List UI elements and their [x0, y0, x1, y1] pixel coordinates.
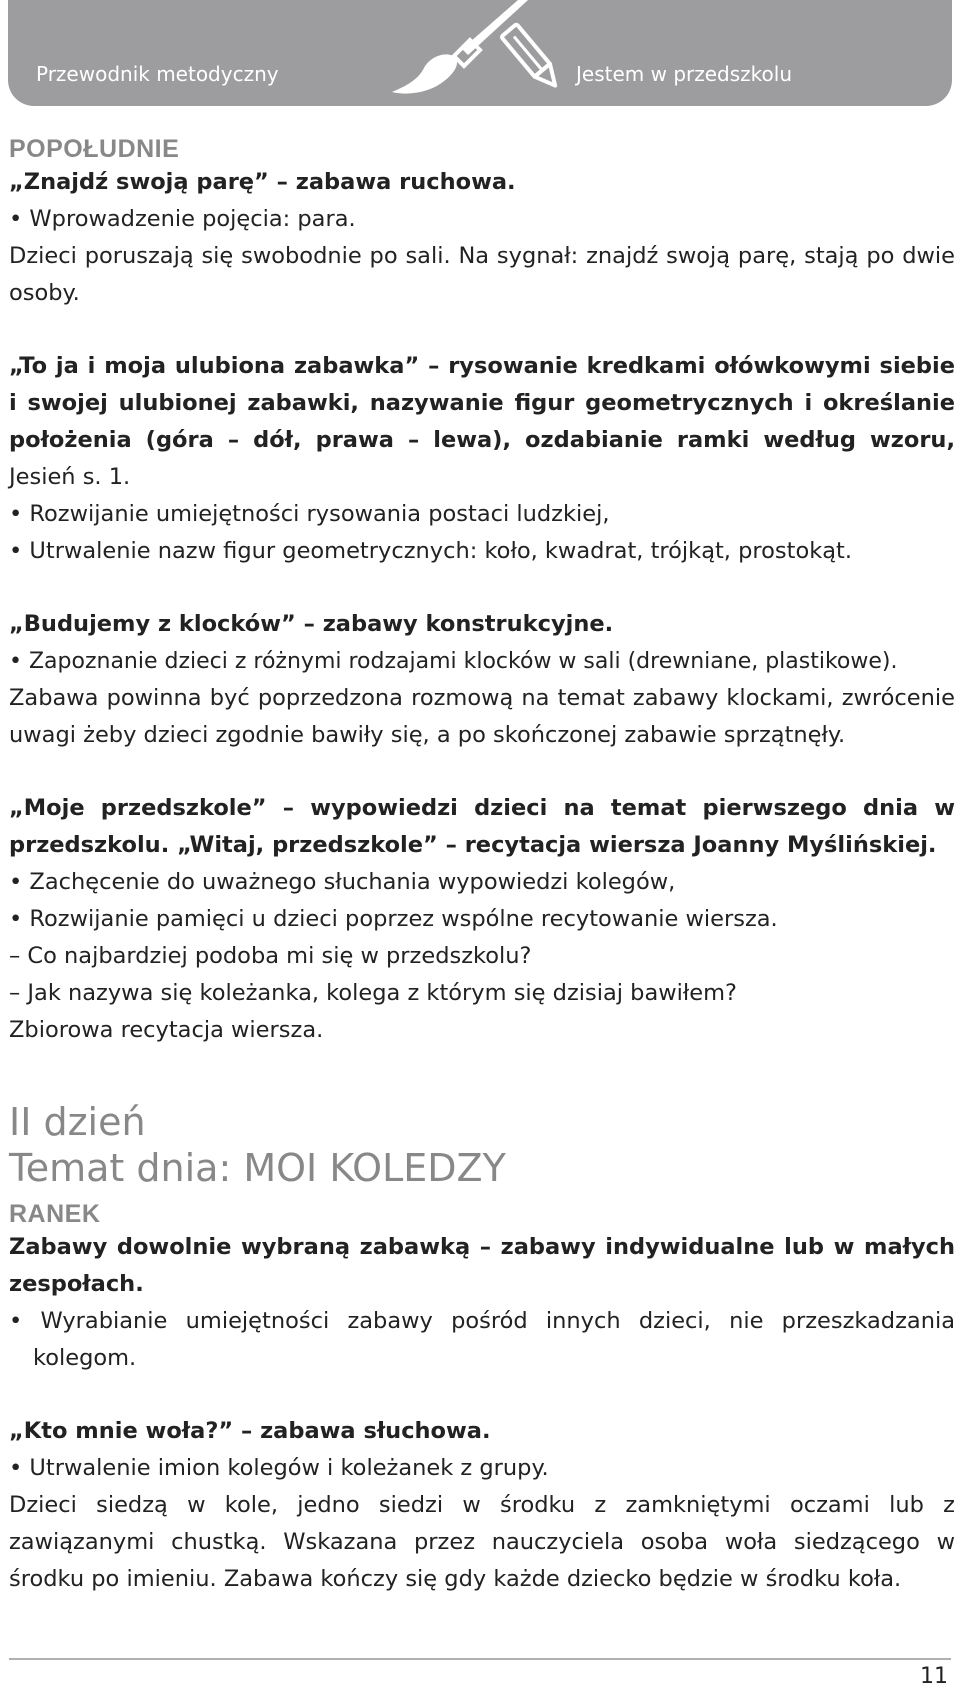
header-guide-title: Przewodnik metodyczny: [36, 62, 279, 86]
bullet-item: • Rozwijanie umiejętności rysowania postaci ludzkiej,: [9, 501, 610, 527]
book-reference: Jesień s. 1.: [9, 464, 131, 490]
paragraph: Dzieci siedzą w kole, jedno siedzi w środku z zamkniętymi oczami lub z zawiązanymi chustką. Wskazana przez nauczyciela osoba woła siedzącego w środku po imieniu. Zabawa kończy się gdy każde dziecko będzie w środku koła.: [9, 1492, 955, 1592]
page-header: [8, 0, 952, 106]
bullet-item: • Zachęcenie do uważnego słuchania wypowiedzi kolegów,: [9, 869, 676, 895]
header-book-title: Jestem w przedszkolu: [576, 62, 792, 86]
theme-name: MOI KOLEDZY: [243, 1146, 506, 1190]
theme-heading: [9, 1145, 955, 1191]
activity-title: „Budujemy z klocków” – zabawy konstrukcyjne.: [9, 611, 614, 637]
activity-title-text: „To ja i moja ulubiona zabawka” – rysowanie kredkami ołówkowymi siebie i swojej ulubionej zabawki, nazywanie figur geometrycznych i określanie położenia (góra – dół, prawa – lewa), ozdabianie ramki według wzoru,: [9, 353, 955, 453]
day-heading: II dzień: [9, 1100, 146, 1144]
theme-prefix: Temat dnia:: [9, 1146, 244, 1190]
activity-title: „Moje przedszkole” – wypowiedzi dzieci na temat pierwszego dnia w przedszkolu. „Witaj, przedszkole” – recytacja wiersza Joanny Myślińskiej.: [9, 795, 955, 858]
paragraph: Zabawa powinna być poprzedzona rozmową na temat zabawy klockami, zwrócenie uwagi żeby dzieci zgodnie bawiły się, a po skończonej zabawie sprzątnęły.: [9, 685, 955, 748]
bullet-item: • Utrwalenie nazw figur geometrycznych: koło, kwadrat, trójkąt, prostokąt.: [9, 538, 853, 564]
section-label-afternoon: POPOŁUDNIE: [9, 135, 180, 163]
bullet-item: • Wprowadzenie pojęcia: para.: [9, 206, 356, 232]
page-content: [9, 134, 955, 1598]
bullet-item: • Wyrabianie umiejętności zabawy pośród innych dzieci, nie przeszkadzania kolegom.: [9, 1308, 955, 1371]
activity-title: „Znajdź swoją parę” – zabawa ruchowa.: [9, 169, 516, 195]
activity-title: „Kto mnie woła?” – zabawa słuchowa.: [9, 1418, 491, 1444]
activity-title: [9, 348, 955, 496]
question-line: – Jak nazywa się koleżanka, kolega z którym się dzisiaj bawiłem?: [9, 980, 737, 1006]
section-label-morning: RANEK: [9, 1200, 101, 1228]
bullet-item: • Utrwalenie imion kolegów i koleżanek z grupy.: [9, 1455, 549, 1481]
footer-divider: [9, 1658, 951, 1660]
activity-title: Zabawy dowolnie wybraną zabawką – zabawy indywidualne lub w małych zespołach.: [9, 1234, 955, 1297]
question-line: – Co najbardziej podoba mi się w przedszkolu?: [9, 943, 532, 969]
page-number: 11: [920, 1664, 948, 1689]
paragraph: Zbiorowa recytacja wiersza.: [9, 1017, 324, 1043]
bullet-item: • Rozwijanie pamięci u dzieci poprzez wspólne recytowanie wiersza.: [9, 906, 778, 932]
paragraph: Dzieci poruszają się swobodnie po sali. Na sygnał: znajdź swoją parę, stają po dwie osoby.: [9, 243, 955, 306]
pencil-icon: [496, 20, 568, 96]
bullet-item: • Zapoznanie dzieci z różnymi rodzajami klocków w sali (drewniane, plastikowe).: [9, 649, 898, 674]
